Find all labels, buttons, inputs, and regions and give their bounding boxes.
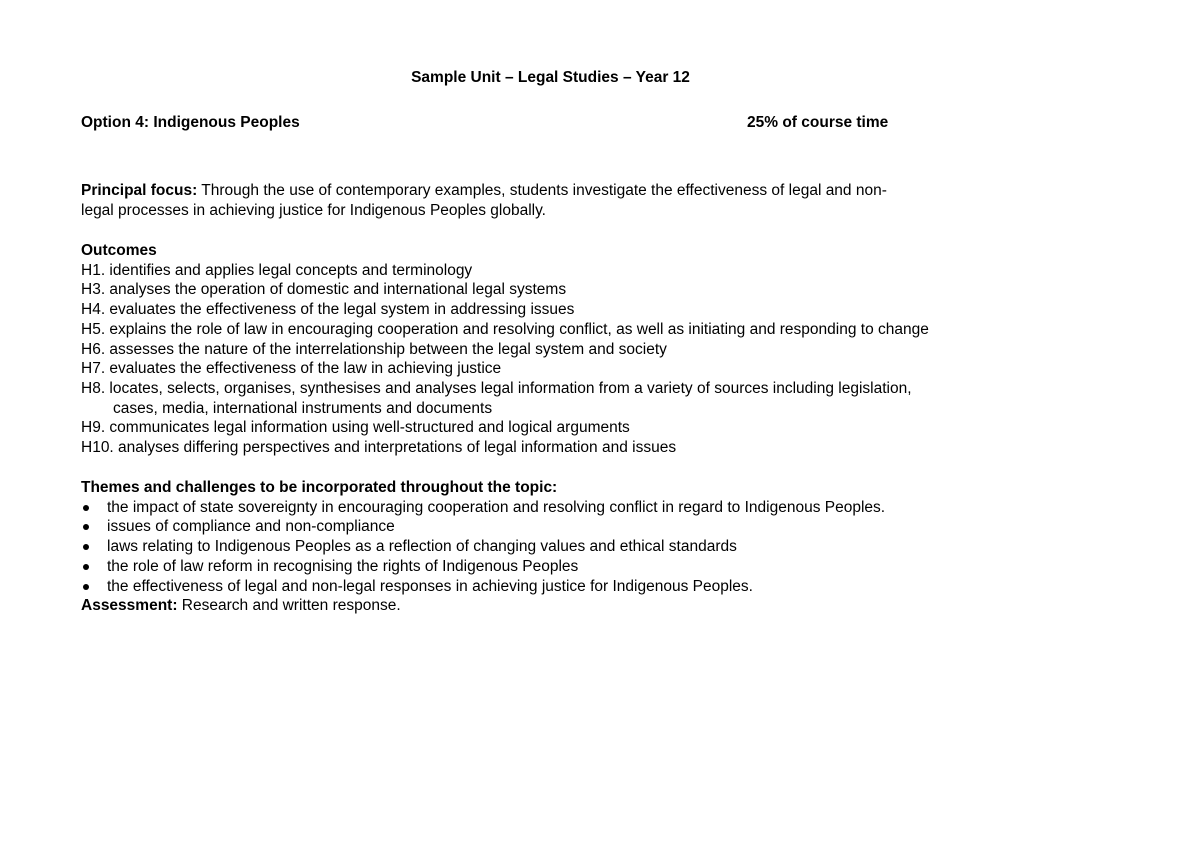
principal-focus [81, 181, 1121, 220]
principal-focus-line-1 [81, 181, 1121, 201]
outcome-item: H5. explains the role of law in encouraging cooperation and resolving conflict, as well as initiating and responding to change [81, 320, 929, 338]
outcome-item-h8 [81, 379, 1121, 418]
outcome-item: H10. analyses differing perspectives and interpretations of legal information and issues [81, 439, 677, 457]
outcomes-heading: Outcomes [81, 242, 157, 259]
principal-focus-line-2: legal processes in achieving justice for Indigenous Peoples globally. [81, 201, 546, 219]
principal-focus-text-1: Through the use of contemporary examples, students investigate the effectiveness of legal and non- [197, 182, 887, 199]
principal-focus-label: Principal focus: [81, 182, 198, 199]
assessment-text: Research and written response. [177, 597, 401, 615]
theme-item [81, 537, 1121, 557]
theme-item [81, 557, 1121, 577]
theme-item [81, 517, 1121, 537]
theme-item [81, 577, 1121, 597]
outcome-item: H4. evaluates the effectiveness of the legal system in addressing issues [81, 301, 575, 319]
course-time-label: 25% of course time [747, 114, 889, 131]
theme-item-text: the impact of state sovereignty in encouraging cooperation and resolving conflict in regard to Indigenous Peoples. [107, 498, 886, 516]
outcome-item: H6. assesses the nature of the interrelationship between the legal system and society [81, 340, 667, 358]
outcome-item: H9. communicates legal information using well-structured and logical arguments [81, 419, 630, 437]
themes-list [81, 498, 1121, 597]
page-title: Sample Unit – Legal Studies – Year 12 [411, 69, 690, 86]
outcomes-section [81, 241, 1121, 458]
theme-item-text: the effectiveness of legal and non-legal responses in achieving justice for Indigenous Peoples. [107, 577, 753, 595]
outcome-item: H1. identifies and applies legal concepts and terminology [81, 261, 473, 279]
themes-heading: Themes and challenges to be incorporated throughout the topic: [81, 479, 558, 496]
outcome-item-h8-text: H8. locates, selects, organises, synthesises and analyses legal information from a variety of sources including legislation, [81, 379, 912, 397]
theme-item [81, 498, 1121, 518]
outcome-item: H3. analyses the operation of domestic and international legal systems [81, 281, 567, 299]
outcome-item-h8-continuation: cases, media, international instruments and documents [113, 399, 493, 417]
themes-section [81, 478, 1121, 616]
theme-item-text: the role of law reform in recognising the rights of Indigenous Peoples [107, 557, 579, 575]
assessment-label: Assessment: [81, 597, 178, 615]
theme-item-text: laws relating to Indigenous Peoples as a reflection of changing values and ethical standards [107, 538, 737, 556]
option-heading: Option 4: Indigenous Peoples [81, 114, 300, 131]
outcome-item: H7. evaluates the effectiveness of the law in achieving justice [81, 360, 502, 378]
theme-item-text: issues of compliance and non-compliance [107, 518, 395, 536]
assessment [81, 596, 1121, 616]
